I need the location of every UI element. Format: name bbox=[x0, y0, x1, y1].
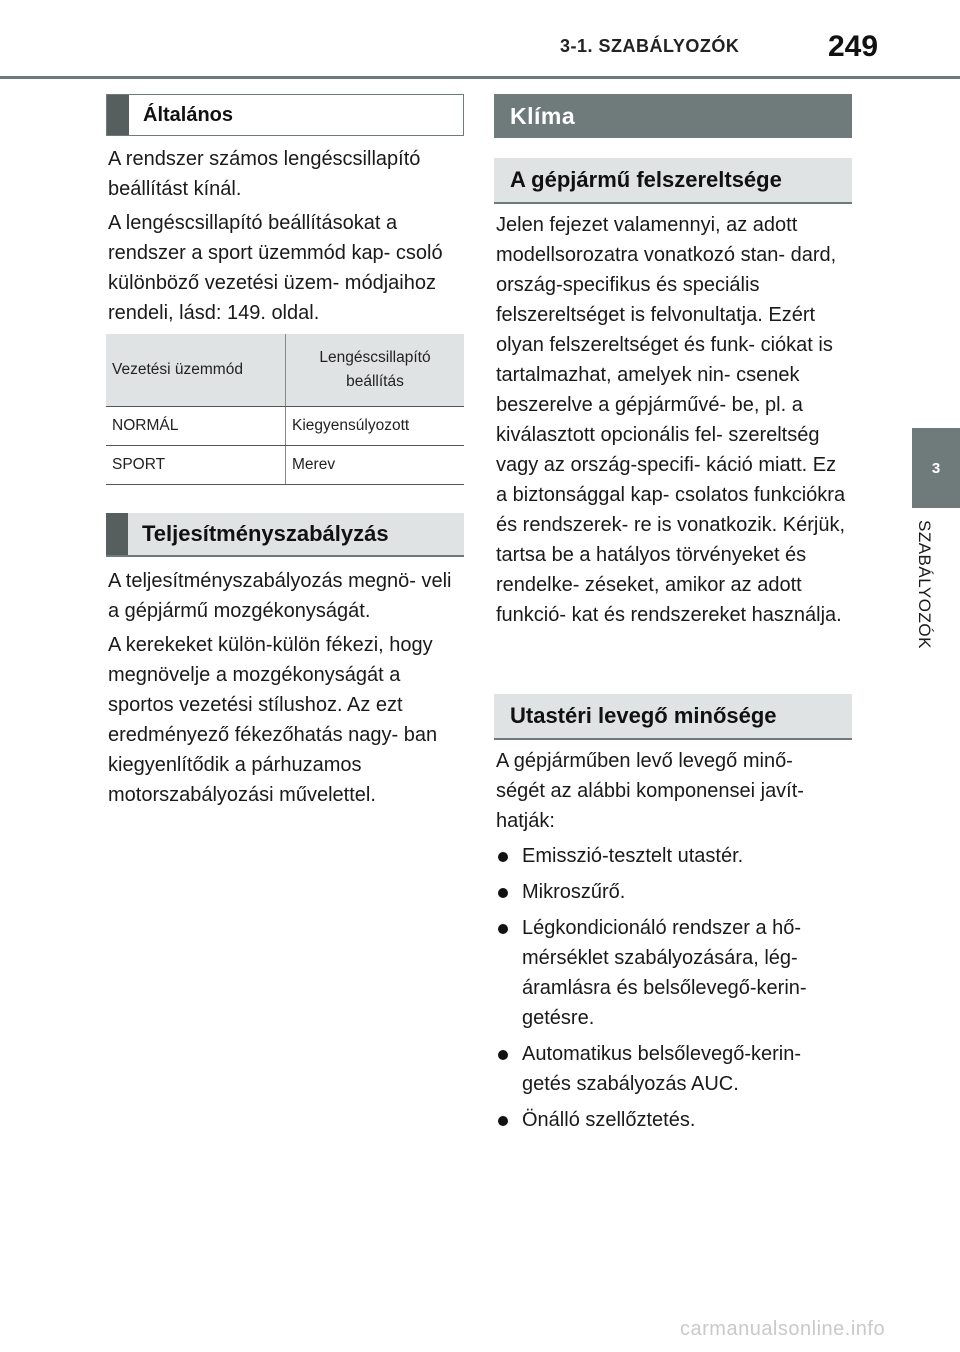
section-heading-performance-label: Teljesítményszabályzás bbox=[142, 521, 389, 546]
table-header-damping: Lengéscsillapító beállítás bbox=[286, 334, 465, 407]
table-cell-mode: SPORT bbox=[106, 446, 286, 485]
list-item bbox=[496, 877, 846, 907]
damping-modes-table bbox=[106, 334, 464, 485]
section-heading-air-quality bbox=[494, 694, 852, 740]
heading-bar bbox=[106, 513, 128, 555]
section-heading-climate-label: Klíma bbox=[510, 102, 576, 129]
list-item bbox=[496, 1039, 846, 1099]
general-paragraph-2: A lengéscsillapító beállításokat a rendszer a sport üzemmód kap- csoló különböző vezetési üzem- módjaihoz rendeli, lásd: 149. oldal. bbox=[108, 212, 443, 324]
list-item-text: Önálló szellőztetés. bbox=[522, 1109, 696, 1131]
heading-bar bbox=[107, 95, 129, 135]
bullet-icon bbox=[498, 888, 508, 898]
performance-paragraph-2: A kerekeket külön-külön fékezi, hogy megnövelje a mozgékonyságát a sportos vezetési stílushoz. Az ezt eredményező fékezőhatás nagy- ban kiegyenlítődik a párhuzamos motorszabályozási művelettel. bbox=[108, 634, 438, 806]
table-row bbox=[106, 407, 464, 446]
section-heading-climate bbox=[494, 94, 852, 138]
list-item-text: Automatikus belsőlevegő-kerin- getés szabályozás AUC. bbox=[522, 1043, 802, 1095]
section-heading-equipment-label: A gépjármű felszereltsége bbox=[510, 167, 782, 192]
table-header-row bbox=[106, 334, 464, 407]
table-row bbox=[106, 446, 464, 485]
list-item-text: Emisszió-tesztelt utastér. bbox=[522, 845, 744, 867]
general-paragraph-1: A rendszer számos lengéscsillapító beállítást kínál. bbox=[108, 148, 421, 200]
chapter-tab[interactable] bbox=[912, 428, 960, 508]
section-heading-general bbox=[106, 94, 464, 136]
performance-paragraph-1: A teljesítményszabályozás megnö- veli a gépjármű mozgékonyságát. bbox=[108, 570, 452, 622]
table-cell-damping: Kiegyensúlyozott bbox=[286, 407, 465, 446]
list-item bbox=[496, 1105, 846, 1135]
table-header-mode: Vezetési üzemmód bbox=[106, 334, 286, 407]
chapter-side-label: SZABÁLYOZÓK bbox=[915, 520, 934, 649]
bullet-icon bbox=[498, 1116, 508, 1126]
section-heading-performance bbox=[106, 513, 464, 557]
air-quality-list bbox=[496, 841, 846, 1141]
air-quality-paragraph: A gépjárműben levő levegő minő- ségét az alábbi komponensei javít- hatják: bbox=[496, 750, 804, 832]
header-rule bbox=[0, 76, 960, 79]
bullet-icon bbox=[498, 1050, 508, 1060]
bullet-icon bbox=[498, 924, 508, 934]
list-item bbox=[496, 913, 846, 1033]
section-heading-air-quality-label: Utastéri levegő minősége bbox=[510, 703, 777, 728]
list-item-text: Légkondicionáló rendszer a hő- mérséklet szabályozására, lég- áramlásra és belsőlevegő-kerin- getésre. bbox=[522, 917, 807, 1029]
list-item bbox=[496, 841, 846, 871]
list-item-text: Mikroszűrő. bbox=[522, 881, 626, 903]
chapter-tab-number: 3 bbox=[931, 459, 941, 477]
section-heading-general-label: Általános bbox=[143, 103, 234, 126]
table-cell-damping: Merev bbox=[286, 446, 465, 485]
section-heading-equipment bbox=[494, 158, 852, 204]
bullet-icon bbox=[498, 852, 508, 862]
page-number: 249 bbox=[828, 30, 879, 63]
table-cell-mode: NORMÁL bbox=[106, 407, 286, 446]
chapter-title: 3-1. SZABÁLYOZÓK bbox=[560, 36, 740, 56]
watermark-link[interactable]: carmanualsonline.info bbox=[680, 1318, 886, 1340]
equipment-paragraph: Jelen fejezet valamennyi, az adott modellsorozatra vonatkozó stan- dard, ország-specifikus és speciális felszereltséget is felvonultatja. Ezért olyan felszereltséget és funk- ciókat is tartalmazhat, amelyek nin- csenek beszerelve a gépjárművé- be, pl. a kiválasztott opcionális fel- szereltség vagy az ország-specifi- káció miatt. Ez a biztonsággal kap- csolatos funkciókra és rendszerek- re is vonatkozik. Kérjük, tartsa be a hatályos törvényeket és rendelke- zéseket, amikor az adott funkció- kat és rendszereket használja. bbox=[496, 214, 846, 626]
